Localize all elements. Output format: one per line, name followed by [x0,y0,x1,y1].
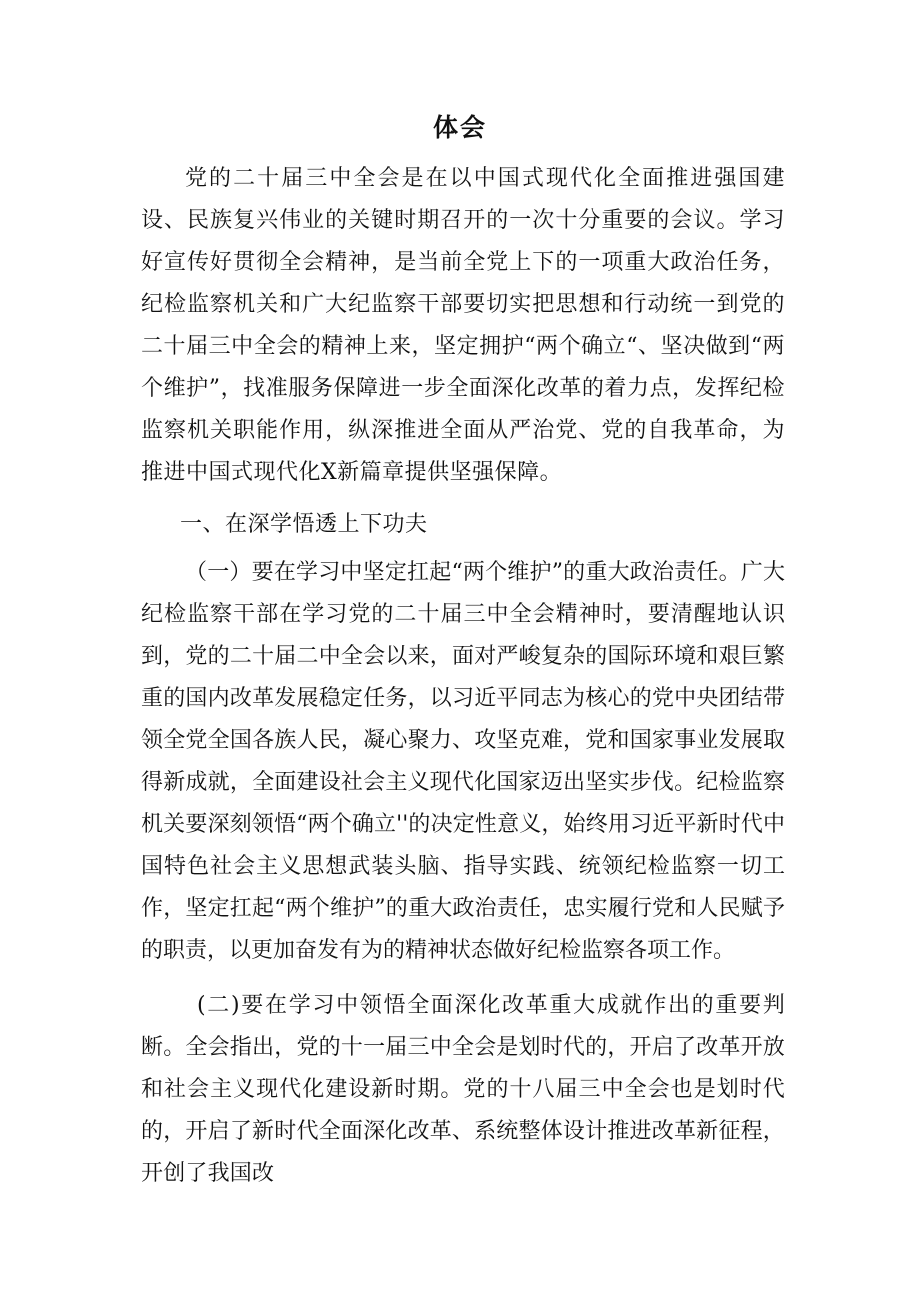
section1-paragraph-2: (二)要在学习中领悟全面深化改革重大成就作出的重要判断。全会指出，党的十一届三中全会是划时代的，开启了改革开放和社会主义现代化建设新时期。党的十八届三中全会也是划时代的，开启了新时代全面深化改革、系统整体设计推进改革新征程，开创了我国改 [141,993,785,1186]
intro-paragraph: 党的二十届三中全会是在以中国式现代化全面推进强国建设、民族复兴伟业的关键时期召开的一次十分重要的会议。学习好宣传好贯彻全会精神，是当前全党上下的一项重大政治任务，纪检监察机关和广大纪监察干部要切实把思想和行动统一到党的二十届三中全会的精神上来，坚定拥护“两个确立“、坚决做到“两个维护”，找准服务保障进一步全面深化改革的着力点，发挥纪检监察机关职能作用，纵深推进全面从严治党、党的自我革命，为推进中国式现代化X新篇章提供坚强保障。 [141,166,785,485]
section1-paragraph-1: （一）要在学习中坚定扛起“两个维护”的重大政治责任。广大纪检监察干部在学习党的二十届三中全会精神时，要清醒地认识到，党的二十届二中全会以来，面对严峻复杂的国际环境和艰巨繁重的国内改革发展稳定任务，以习近平同志为核心的党中央团结带领全党全国各族人民，凝心聚力、攻坚克难，党和国家事业发展取得新成就，全面建设社会主义现代化国家迈出坚实步伐。纪检监察机关要深刻领悟“两个确立''的决定性意义，始终用习近平新时代中国特色社会主义思想武装头脑、指导实践、统领纪检监察一切工作，坚定扛起“两个维护”的重大政治责任，忠实履行党和人民赋予的职责，以更加奋发有为的精神状态做好纪检监察各项工作。 [141,560,785,963]
document-title: 体会 [432,113,487,142]
section-heading-1: 一、在深学悟透上下功夫 [180,512,428,537]
